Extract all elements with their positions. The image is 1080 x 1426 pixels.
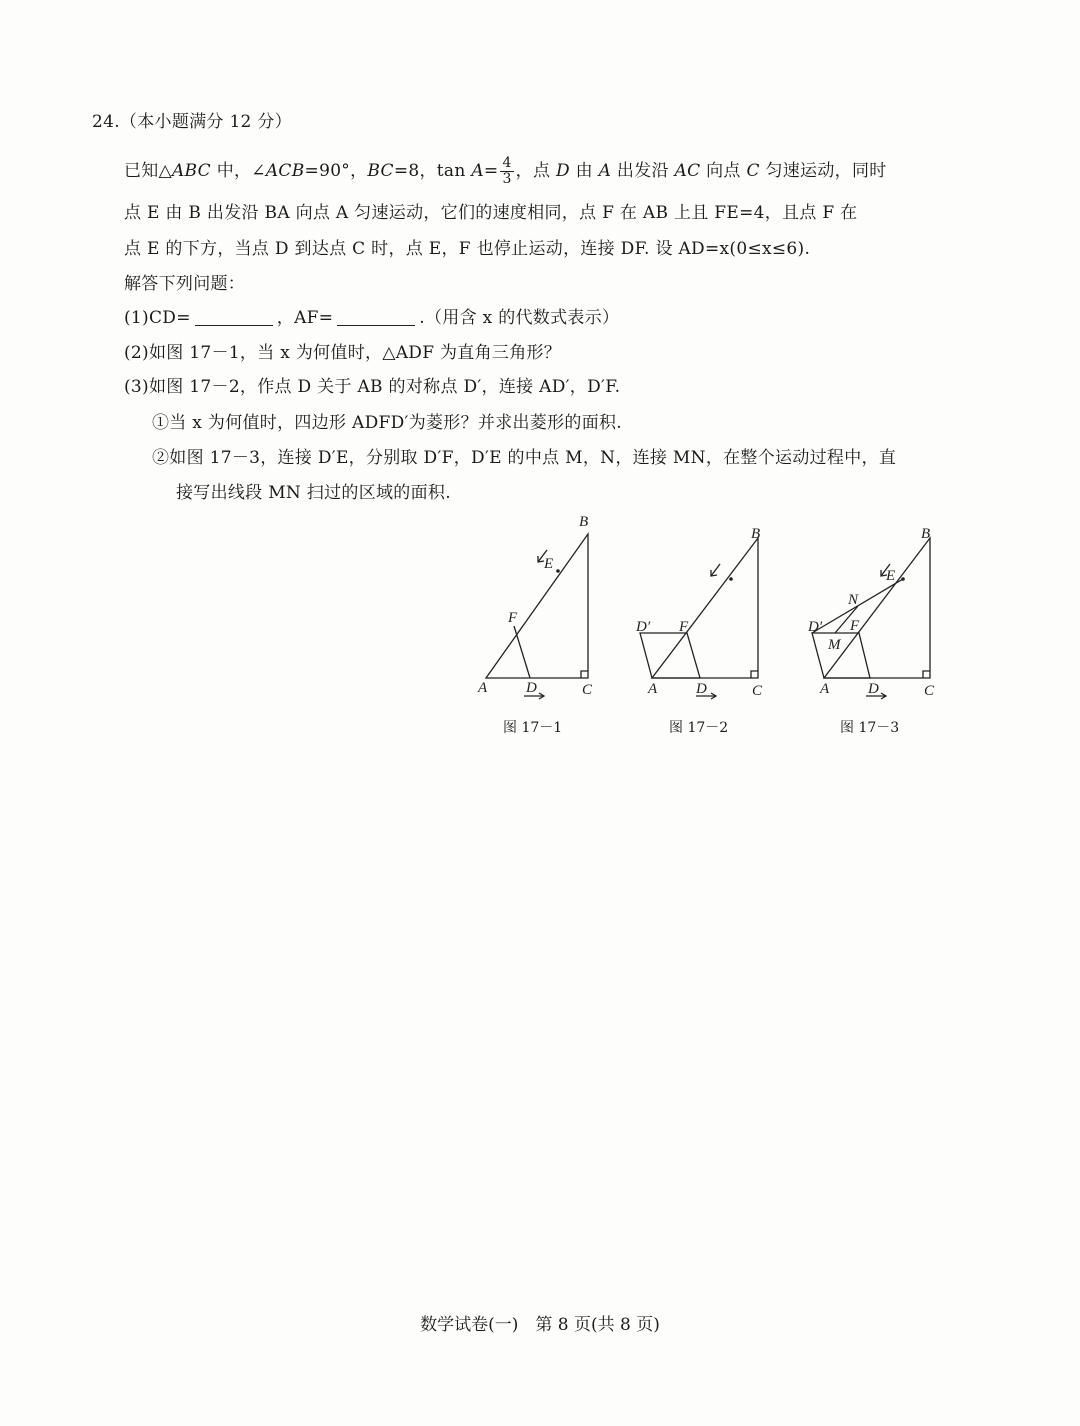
part-1 [124,307,619,329]
figure-17-3 [804,520,944,710]
figure-17-2-caption: 图 17－2 [669,720,729,736]
part-1-text: (1)CD= [124,308,191,328]
part-3-sub-1: ①当 x 为何值时，四边形 ADFD′为菱形？并求出菱形的面积. [152,413,622,433]
stem-math: ABC [171,161,211,181]
stem-math: C [746,161,760,181]
right-angle-mark [581,671,588,678]
stem-math: A [471,161,484,181]
part-3: (3)如图 17－2，作点 D 关于 AB 的对称点 D′，连接 AD′，D′F. [124,377,621,397]
stem-line-4: 解答下列问题： [124,274,246,294]
part-3-sub-2-line-1: ②如图 17－3，连接 D′E，分别取 D′F，D′E 的中点 M，N，连接 MN，在整个运动过程中，直 [152,448,897,468]
stem-text: =90°， [304,161,368,181]
label-b: B [921,526,931,542]
figure-17-1-caption: 图 17－1 [503,720,563,736]
stem-text: =8，tan [393,161,472,181]
point-e [901,577,905,581]
quadrilateral-adfd1 [640,633,700,678]
stem-text: 已知△ [124,161,172,181]
label-a: A [820,681,830,697]
triangle-abc [652,538,758,678]
right-angle-mark [751,671,758,678]
segment-df [514,626,530,678]
stem-line-3: 点 E 的下方，当点 D 到达点 C 时，点 E，F 也停止运动，连接 DF. 设 AD=x(0≤x≤6). [124,239,811,259]
stem-line-2: 点 E 由 B 出发沿 BA 向点 A 匀速运动，它们的速度相同，点 F 在 AB 上且 FE=4，且点 F 在 [124,203,858,223]
label-d: D [696,681,707,697]
page-footer: 数学试卷(一) 第 8 页(共 8 页) [420,1315,660,1335]
label-d: D [868,681,879,697]
label-d: D [526,680,537,696]
figure-17-2 [632,520,772,710]
stem-math: AC [674,161,701,181]
label-c: C [752,683,763,699]
point-e [556,569,560,573]
label-f: F [850,618,860,634]
label-a: A [648,681,658,697]
stem-line-1 [124,156,887,187]
stem-text: 中，∠ [210,161,266,181]
triangle-abc [824,538,930,678]
label-b: B [579,514,589,530]
label-f: F [679,619,689,635]
stem-text: 匀速运动，同时 [759,161,887,181]
answer-blank-af[interactable] [337,309,415,326]
label-a: A [478,680,488,696]
fraction-4-3 [500,156,513,187]
label-n: N [848,592,859,608]
motion-arrow-e [711,564,720,576]
label-f: F [508,610,518,626]
stem-text: 出发沿 [611,161,675,181]
stem-text: 由 [569,161,599,181]
part-1-text: ，AF= [276,308,334,328]
label-m: M [828,637,841,653]
part-1-text: .（用含 x 的代数式表示） [419,308,620,328]
stem-text: 向点 [700,161,747,181]
question-header: 24.（本小题满分 12 分） [92,112,292,132]
part-2: (2)如图 17－1，当 x 为何值时，△ADF 为直角三角形？ [124,343,562,363]
stem-math: D [555,161,570,181]
stem-math: A [598,161,612,181]
label-c: C [582,682,593,698]
fraction-numerator: 4 [502,155,512,171]
part-3-sub-2-line-2: 接写出线段 MN 扫过的区域的面积. [176,483,451,503]
answer-blank-cd[interactable] [195,309,273,326]
figure-17-1 [470,510,610,710]
label-e: E [886,568,896,584]
point-e [729,577,733,581]
label-c: C [924,683,935,699]
fraction-denominator: 3 [502,171,512,187]
stem-text: ，点 [515,161,556,181]
label-e: E [544,556,554,572]
stem-text: = [483,161,499,181]
figure-17-3-caption: 图 17－3 [840,720,900,736]
label-d-prime: D′ [636,619,651,635]
stem-math: ACB [265,161,305,181]
label-d-prime: D′ [808,619,823,635]
label-b: B [751,526,761,542]
stem-math: BC [367,161,394,181]
right-angle-mark [923,671,930,678]
triangle-abc [486,534,588,678]
